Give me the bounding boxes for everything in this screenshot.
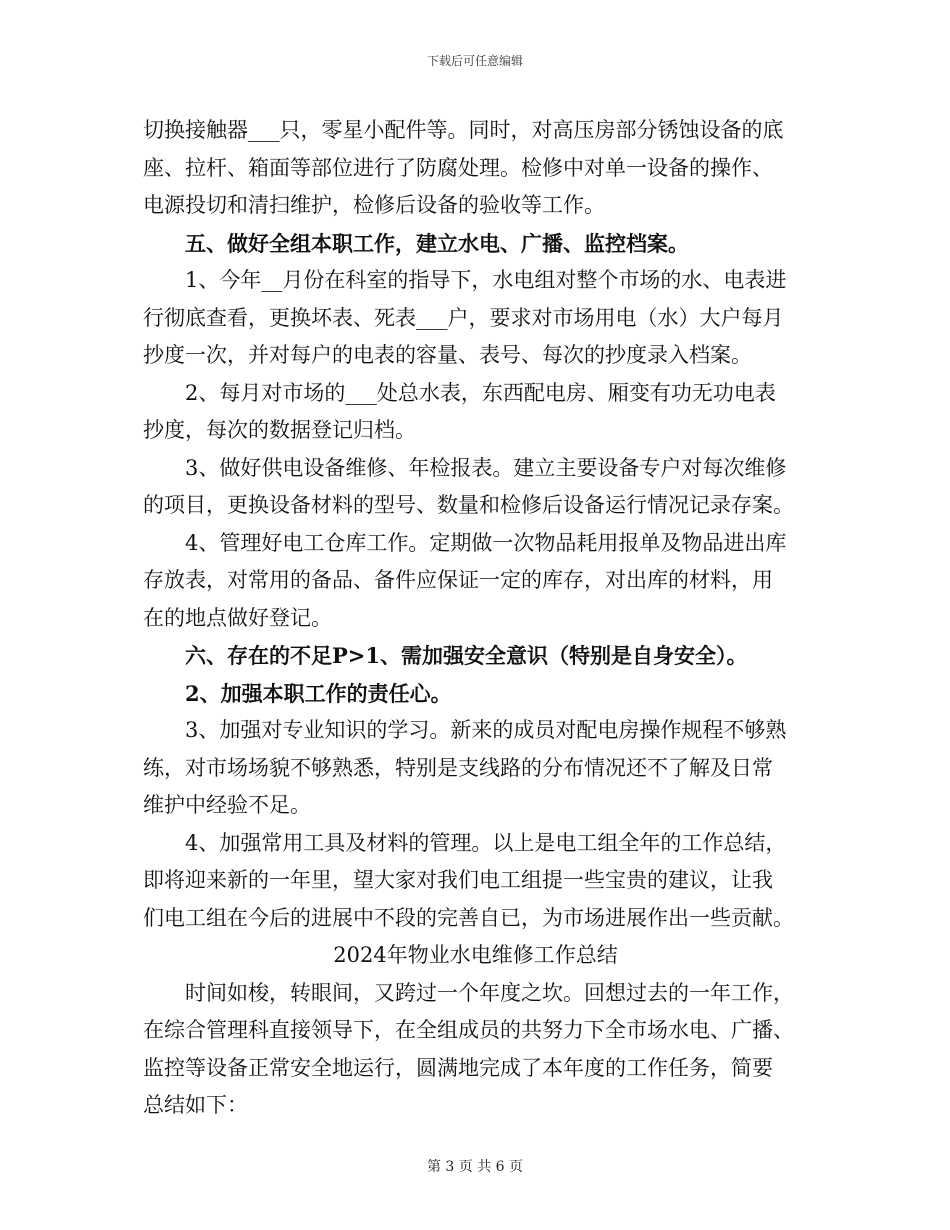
document-body	[143, 112, 808, 1125]
text-line: 切换接触器___只，零星小配件等。同时，对高压房部分锈蚀设备的底	[143, 118, 784, 142]
section-title: 2024年物业水电维修工作总结	[333, 943, 618, 967]
text-line: 1、今年__月份在科室的指导下，水电组对整个市场的水、电表进	[185, 268, 787, 292]
heading-line: 五、做好全组本职工作，建立水电、广播、监控档案。	[185, 230, 689, 256]
heading-line: 2、加强本职工作的责任心。	[185, 680, 452, 706]
text-line: 4、管理好电工仓库工作。定期做一次物品耗用报单及物品进出库	[185, 530, 787, 555]
text-line: 总结如下：	[143, 1093, 248, 1117]
text-line: 2、每月对市场的___处总水表，东西配电房、厢变有功无功电表	[185, 380, 776, 405]
heading-line: 六、存在的不足P>1、需加强安全意识（特别是自身安全）。	[185, 643, 748, 668]
text-line: 在的地点做好登记。	[143, 605, 332, 630]
text-line: 维护中经验不足。	[143, 793, 311, 817]
text-line: 抄度一次，并对每户的电表的容量、表号、每次的抄度录入档案。	[143, 343, 752, 367]
page-number: 第 3 页 共 6 页	[426, 1159, 524, 1175]
text-line: 在综合管理科直接领导下，在全组成员的共努力下全市场水电、广播、	[143, 1018, 794, 1042]
page-header: 下载后可任意编辑	[426, 54, 523, 68]
text-line: 时间如梭，转眼间，又跨过一个年度之坎。回想过去的一年工作，	[185, 980, 794, 1005]
text-line: 3、加强对专业知识的学习。新来的成员对配电房操作规程不够熟	[185, 718, 787, 742]
text-line: 抄度，每次的数据登记归档。	[143, 418, 416, 442]
text-line: 练，对市场场貌不够熟悉，特别是支线路的分布情况还不了解及日常	[143, 755, 773, 780]
text-line: 3、做好供电设备维修、年检报表。建立主要设备专户对每次维修	[185, 455, 787, 480]
text-line: 存放表，对常用的备品、备件应保证一定的库存，对出库的材料，用	[143, 568, 773, 592]
text-line: 4、加强常用工具及材料的管理。以上是电工组全年的工作总结，	[185, 830, 787, 855]
text-line: 的项目，更换设备材料的型号、数量和检修后设备运行情况记录存案。	[143, 493, 794, 517]
text-line: 电源投切和清扫维护，检修后设备的验收等工作。	[143, 193, 605, 217]
text-line: 座、拉杆、箱面等部位进行了防腐处理。检修中对单一设备的操作、	[143, 155, 773, 180]
text-line: 行彻底查看，更换坏表、死表___户，要求对市场用电（水）大户每月	[143, 305, 784, 330]
text-line: 监控等设备正常安全地运行，圆满地完成了本年度的工作任务，简要	[143, 1055, 773, 1080]
text-line: 即将迎来新的一年里，望大家对我们电工组提一些宝贵的建议，让我	[143, 868, 773, 892]
text-line: 们电工组在今后的进展中不段的完善自已，为市场进展作出一些贡献。	[143, 905, 794, 930]
